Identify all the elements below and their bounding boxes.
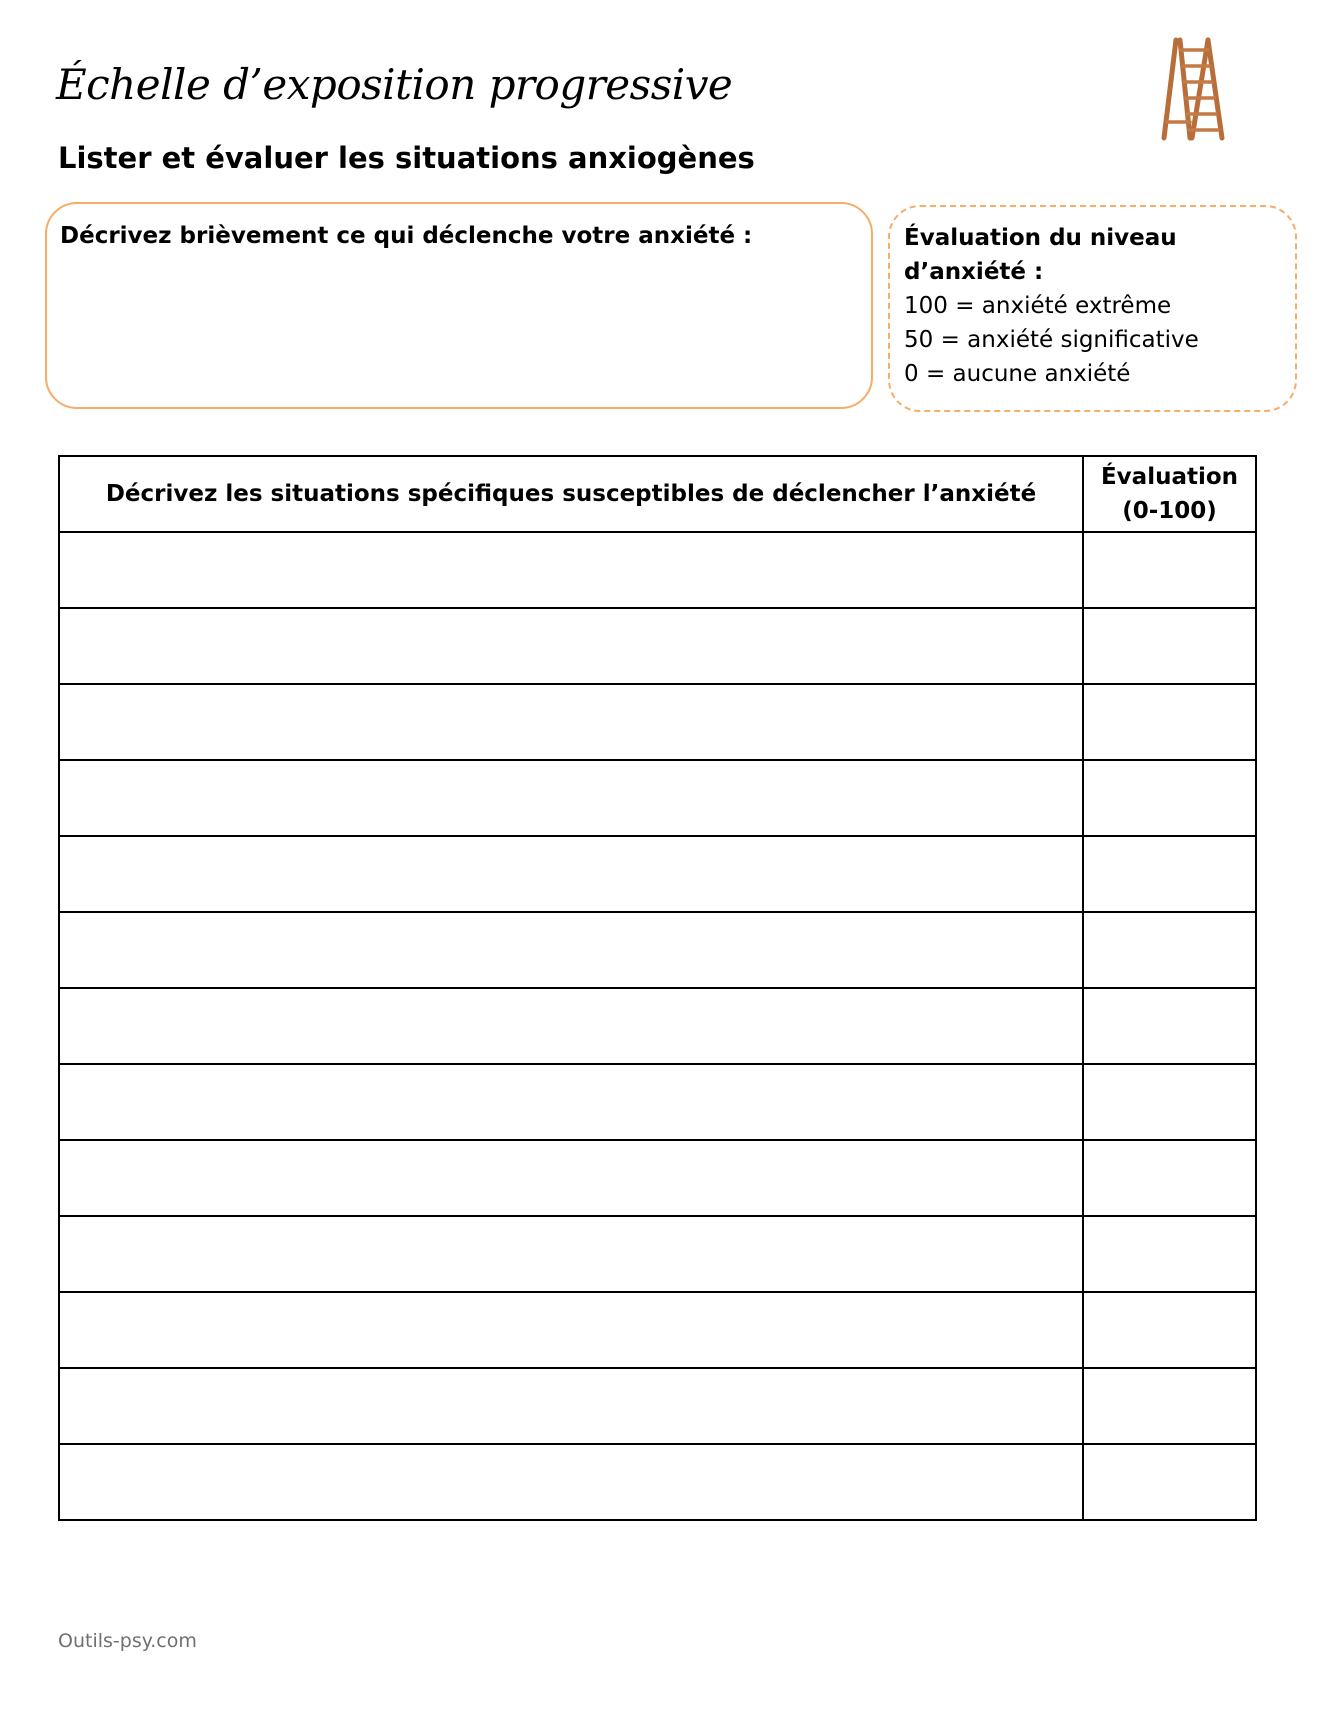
anxiety-rating-legend [888, 205, 1297, 412]
table-row [59, 1140, 1256, 1216]
rating-cell[interactable] [1083, 1292, 1256, 1368]
table-header-row [59, 456, 1256, 532]
rating-column-header [1083, 456, 1256, 532]
situation-cell[interactable] [59, 1444, 1083, 1520]
ladder-icon [1160, 34, 1232, 144]
rating-cell[interactable] [1083, 988, 1256, 1064]
rating-cell[interactable] [1083, 836, 1256, 912]
rating-cell[interactable] [1083, 1444, 1256, 1520]
rating-cell[interactable] [1083, 608, 1256, 684]
table-row [59, 836, 1256, 912]
page-subtitle: Lister et évaluer les situations anxiogènes [58, 141, 755, 175]
table-row [59, 1292, 1256, 1368]
situation-cell[interactable] [59, 1140, 1083, 1216]
situation-cell[interactable] [59, 684, 1083, 760]
rating-cell[interactable] [1083, 1368, 1256, 1444]
situation-cell[interactable] [59, 1216, 1083, 1292]
situation-cell[interactable] [59, 1064, 1083, 1140]
table-row [59, 684, 1256, 760]
table-row [59, 988, 1256, 1064]
situation-cell[interactable] [59, 1368, 1083, 1444]
rating-legend-item-100: 100 = anxiété extrême [904, 293, 1172, 319]
table-row [59, 608, 1256, 684]
situations-table [58, 455, 1257, 1521]
page-title: Échelle d’exposition progressive [56, 60, 733, 109]
table-row [59, 532, 1256, 608]
situation-cell[interactable] [59, 608, 1083, 684]
situation-cell[interactable] [59, 760, 1083, 836]
situation-cell[interactable] [59, 532, 1083, 608]
situation-cell[interactable] [59, 912, 1083, 988]
rating-legend-item-0: 0 = aucune anxiété [904, 361, 1131, 387]
anxiety-trigger-box[interactable] [45, 202, 873, 409]
rating-cell[interactable] [1083, 760, 1256, 836]
rating-cell[interactable] [1083, 1140, 1256, 1216]
situation-cell[interactable] [59, 988, 1083, 1064]
footer-site-label: Outils-psy.com [58, 1630, 197, 1652]
rating-cell[interactable] [1083, 912, 1256, 988]
situation-cell[interactable] [59, 836, 1083, 912]
table-row [59, 1064, 1256, 1140]
table-row [59, 912, 1256, 988]
rating-cell[interactable] [1083, 532, 1256, 608]
situation-cell[interactable] [59, 1292, 1083, 1368]
situation-column-header: Décrivez les situations spécifiques susceptibles de déclencher l’anxiété [59, 456, 1083, 532]
table-row [59, 1216, 1256, 1292]
rating-cell[interactable] [1083, 1216, 1256, 1292]
rating-legend-item-50: 50 = anxiété significative [904, 327, 1199, 353]
rating-cell[interactable] [1083, 1064, 1256, 1140]
table-row [59, 1444, 1256, 1520]
rating-header-line2: (0-100) [1122, 498, 1217, 524]
rating-header-line1: Évaluation [1100, 464, 1239, 490]
rating-cell[interactable] [1083, 684, 1256, 760]
rating-legend-heading: Évaluation du niveau d’anxiété : [904, 225, 1177, 285]
anxiety-trigger-label: Décrivez brièvement ce qui déclenche votre anxiété : [60, 223, 753, 249]
table-row [59, 760, 1256, 836]
table-row [59, 1368, 1256, 1444]
